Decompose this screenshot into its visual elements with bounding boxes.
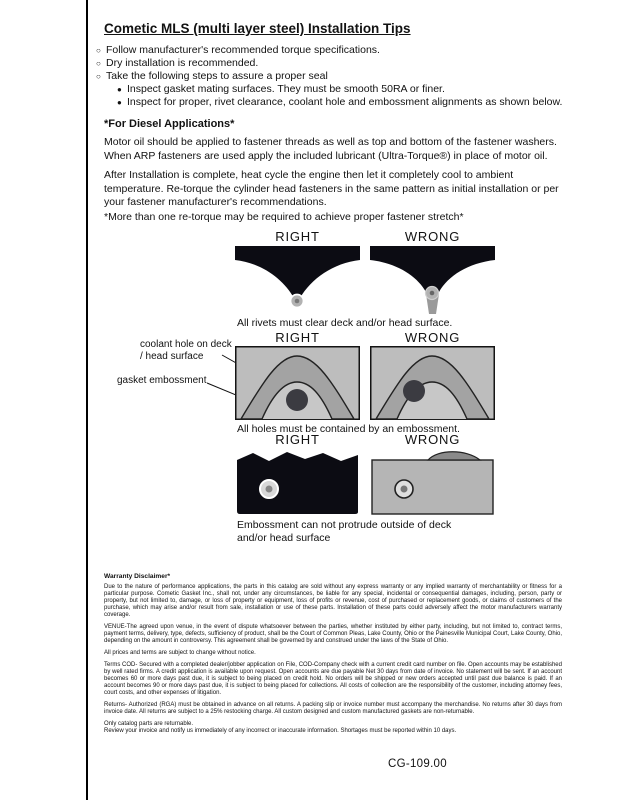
right-label: RIGHT (275, 229, 320, 244)
rivet-clearance-wrong-image (370, 246, 495, 314)
warranty-paragraph: Only catalog parts are returnable. (104, 721, 194, 727)
warranty-disclaimer-section (104, 573, 562, 735)
retorque-note: *More than one re-torque may be required to achieve proper fastener stretch* (104, 211, 464, 223)
bullet-text: Inspect gasket mating surfaces. They must be smooth 50RA or finer. (127, 83, 445, 95)
diagram-caption-holes: All holes must be contained by an embossment. (237, 423, 460, 435)
warranty-paragraph: Review your invoice and notify us immediately of any incorrect or inaccurate information. Shortages must be reported within 10 days. (104, 728, 457, 734)
warranty-paragraph: Due to the nature of performance applications, the parts in this catalog are sold without any express warranty or any implied warranty of merchantability or fitness for a particular purpose. Cometic Gasket Inc., shall not, under any circumstances, be liable for any special, incidental or consequential damages, including, person, party or property, but not limited to, damage, or loss of property or equipment, loss of profits or revenue, cost of purchased or replacement goods, or claims of customers of the purchase, which may arise and/or result from sale, installation or use of these parts. Installation of these parts could adversely affect the motor manufacturers warranty coverage. (104, 584, 562, 618)
bullet-text: Inspect for proper, rivet clearance, coolant hole and embossment alignments as shown below. (127, 96, 563, 108)
diagram-embossment-right (235, 346, 360, 420)
warranty-paragraph: Terms COD- Secured with a completed dealer/jobber application on File, COD-Company check with a current credit card number on file. Open accounts may be established by well rated firms. A credit application is available upon request. Open accounts are due payable Net 30 days from date of invoice. No statement will be sent. If an account becomes 60 or more days past due, it is subject to being placed on credit hold. No orders will be shipped or new orders accepted until past due balance is paid. If an account becomes 90 or more days past due, it is subject to being placed for collections. All costs of collection are the responsibility of the customer, including attorney fees, court costs, and other expenses of litigation. (104, 662, 562, 696)
rivet-clearance-right-image (235, 246, 360, 314)
wrong-label: WRONG (404, 229, 461, 244)
bullet-text: Take the following steps to assure a proper seal (106, 70, 328, 82)
warranty-paragraph: Returns- Authorized (RGA) must be obtained in advance on all returns. A packing slip or invoice number must accompany the merchandise. No returns after 30 days from invoice date. All returns are subject to a 25% restocking charge. All custom designed and custom manufactured gaskets are non-returnable. (104, 702, 562, 715)
diesel-paragraph-2: After Installation is complete, heat cycle the engine then let it completely cool to ambient temperature. Re-torque the cylinder head fasteners in the same pattern as initial installation or per your fastener manufacturer's recommendations. (104, 169, 559, 208)
diagram-embossment-wrong (370, 346, 495, 420)
bullet-text: Follow manufacturer's recommended torque specifications. (106, 44, 380, 56)
filled-bullet-icon: ● (117, 98, 122, 107)
diagram-caption-rivets: All rivets must clear deck and/or head surface. (237, 317, 453, 329)
bullet-text: Dry installation is recommended. (106, 57, 259, 69)
filled-bullet-icon: ● (117, 85, 122, 94)
callout-gasket-embossment-label: gasket embossment (117, 375, 207, 386)
open-bullet-icon: ○ (96, 72, 101, 81)
diagram-protrusion-wrong (370, 448, 495, 516)
bullet-item (96, 57, 258, 70)
diagram-caption-protrusion: Embossment can not protrude outside of deck and/or head surface (237, 519, 452, 544)
wrong-label: WRONG (404, 432, 461, 447)
warranty-paragraph: All prices and terms are subject to change without notice. (104, 650, 256, 656)
bullet-item (96, 44, 380, 57)
callout-coolant-hole-label: coolant hole on deck / head surface (140, 339, 232, 362)
hole-embossment-right-image (235, 346, 360, 420)
warranty-paragraph: VENUE-The agreed upon venue, in the event of dispute whatsoever between the parties, whether instituted by either party, including, but not limited to, contract terms, payment terms, delivery, type, defects, sufficiency of product, shall be the Court of Common Pleas, Lake County, Ohio or the Painesville Municipal Court, Lake County, Ohio, depending on the amount in controversy. This agreement shall be governed by and construed under the laws of the State of Ohio. (104, 624, 562, 644)
wrong-label: WRONG (404, 330, 461, 345)
protrusion-wrong-image (370, 448, 495, 516)
sub-bullet-item (117, 83, 445, 96)
warranty-heading: Warranty Disclaimer* (104, 573, 171, 580)
page-title: Cometic MLS (multi layer steel) Installation Tips (104, 21, 411, 36)
page-code: CG-109.00 (388, 758, 447, 770)
diagram-protrusion-right (235, 448, 360, 516)
diesel-paragraph-1: Motor oil should be applied to fastener threads as well as top and bottom of the fastener washers. When ARP fasteners are used apply the included lubricant (Ultra-Torque®) in place of motor oil. (104, 136, 557, 162)
open-bullet-icon: ○ (96, 46, 101, 55)
diagram-rivet-right (235, 246, 360, 314)
sub-bullet-item (117, 96, 562, 109)
open-bullet-icon: ○ (96, 59, 101, 68)
diagram-rivet-wrong (370, 246, 495, 314)
bullet-item (96, 70, 328, 83)
right-label: RIGHT (275, 330, 320, 345)
diesel-applications-heading: *For Diesel Applications* (104, 118, 235, 130)
hole-embossment-wrong-image (370, 346, 495, 420)
right-label: RIGHT (275, 432, 320, 447)
protrusion-right-image (235, 448, 360, 516)
page-left-border (86, 0, 88, 800)
